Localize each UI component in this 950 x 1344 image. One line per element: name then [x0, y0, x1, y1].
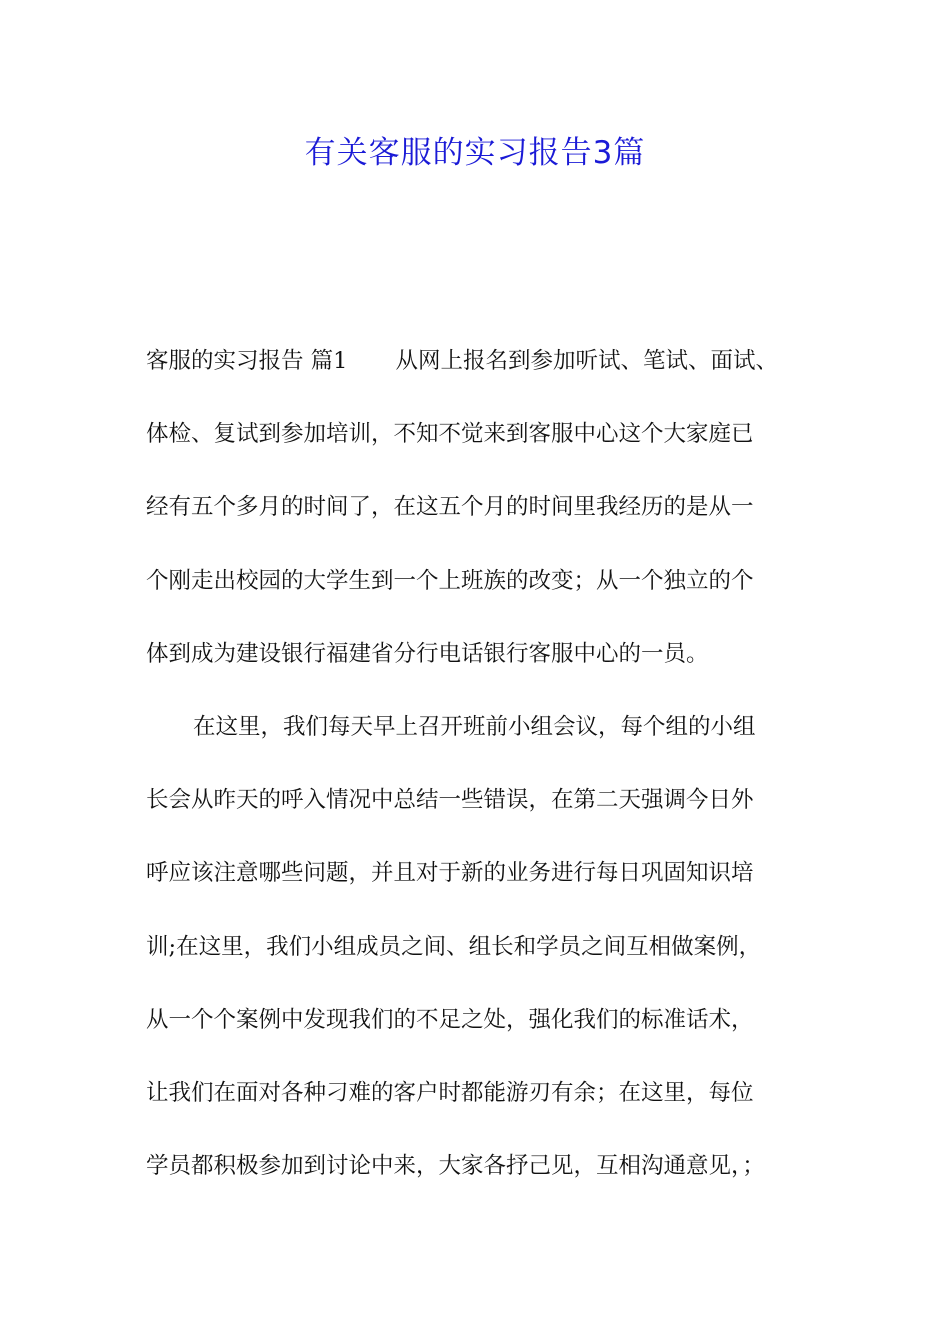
document-title: 有关客服的实习报告3篇: [304, 135, 646, 171]
paragraph-line: [146, 333, 836, 406]
paragraph-line: 经有五个多月的时间了，在这五个月的时间里我经历的是从一: [146, 494, 754, 521]
paragraph-text: 从网上报名到参加听试、笔试、面试、: [395, 348, 778, 374]
paragraph-line: 体到成为建设银行福建省分行电话银行客服中心的一员。: [146, 640, 709, 667]
paragraph-line: 体检、复试到参加培训，不知不觉来到客服中心这个大家庭已: [146, 421, 754, 448]
paragraph-line: 呼应该注意哪些问题，并且对于新的业务进行每日巩固知识培: [146, 860, 754, 887]
paragraph-line: 从一个个案例中发现我们的不足之处，强化我们的标准话术，: [146, 1006, 754, 1033]
paragraph-line: 在这里，我们每天早上召开班前小组会议，每个组的小组: [193, 713, 756, 740]
paragraph-line: 长会从昨天的呼入情况中总结一些错误，在第二天强调今日外: [146, 787, 754, 814]
paragraph-line: 让我们在面对各种刁难的客户时都能游刃有余；在这里，每位: [146, 1079, 754, 1106]
section-heading: 客服的实习报告 篇1: [146, 348, 348, 374]
paragraph-line: 训;在这里，我们小组成员之间、组长和学员之间互相做案例，: [146, 933, 762, 960]
document-body: [146, 333, 836, 1211]
paragraph-line: 学员都积极参加到讨论中来，大家各抒己见，互相沟通意见，；: [146, 1153, 765, 1180]
paragraph-line: 个刚走出校园的大学生到一个上班族的改变；从一个独立的个: [146, 567, 754, 594]
